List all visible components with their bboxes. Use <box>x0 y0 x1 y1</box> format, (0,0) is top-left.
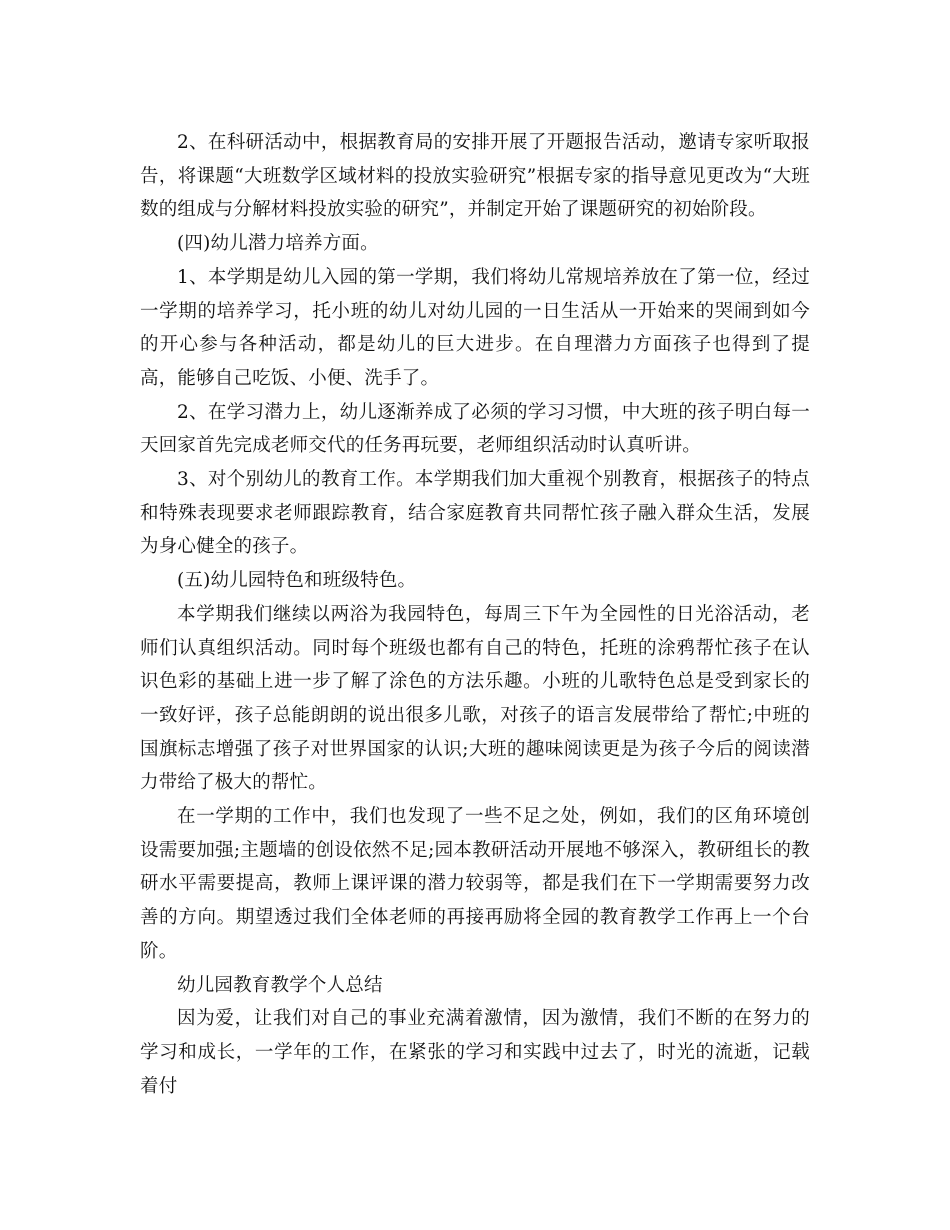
heading-personal-summary: 幼儿园教育教学个人总结 <box>177 974 383 996</box>
paragraph-summary-intro: 因为爱，让我们对自己的事业充满着激情，因为激情，我们不断的在努力的学习和成长，一学年的工作，在紧张的学习和实践中过去了，时光的流逝，记载着付 <box>140 1008 810 1097</box>
paragraph-learning-ability: 2、在学习潜力上，幼儿逐渐养成了必须的学习习惯，中大班的孩子明白每一天回家首先完成老师交代的任务再玩要，老师组织活动时认真听讲。 <box>140 401 810 457</box>
heading-ability-training: (四)幼儿潜力培养方面。 <box>177 233 379 255</box>
document-body <box>140 126 810 1103</box>
paragraph-research-report: 2、在科研活动中，根据教育局的安排开展了开题报告活动，邀请专家听取报告，将课题“大班数学区域材料的投放实验研究”根据专家的指导意见更改为“大班数的组成与分解材料投放实验的研究”，并制定开始了课题研究的初始阶段。 <box>140 132 810 221</box>
paragraph-individual-education: 3、对个别幼儿的教育工作。本学期我们加大重视个别教育，根据孩子的特点和特殊表现要求老师跟踪教育，结合家庭教育共同帮忙孩子融入群众生活，发展为身心健全的孩子。 <box>140 469 810 558</box>
paragraph-routine-training: 1、本学期是幼儿入园的第一学期，我们将幼儿常规培养放在了第一位，经过一学期的培养学习，托小班的幼儿对幼儿园的一日生活从一开始来的哭闹到如今的开心参与各种活动，都是幼儿的巨大进步。在自理潜力方面孩子也得到了提高，能够自己吃饭、小便、洗手了。 <box>140 266 810 389</box>
paragraph-features-description: 本学期我们继续以两浴为我园特色，每周三下午为全园性的日光浴活动，老师们认真组织活动。同时每个班级也都有自己的特色，托班的涂鸦帮忙孩子在认识色彩的基础上进一步了解了涂色的方法乐趣。小班的儿歌特色总是受到家长的一致好评，孩子总能朗朗的说出很多儿歌，对孩子的语言发展带给了帮忙;中班的国旗标志增强了孩子对世界国家的认识;大班的趣味阅读更是为孩子今后的阅读潜力带给了极大的帮忙。 <box>140 603 810 794</box>
paragraph-shortcomings: 在一学期的工作中，我们也发现了一些不足之处，例如，我们的区角环境创设需要加强;主题墙的创设依然不足;园本教研活动开展地不够深入，教研组长的教研水平需要提高，教师上课评课的潜力较弱等，都是我们在下一学期需要努力改善的方向。期望透过我们全体老师的再接再励将全园的教育教学工作再上一个台阶。 <box>140 806 810 962</box>
heading-kindergarten-features: (五)幼儿园特色和班级特色。 <box>177 570 417 592</box>
